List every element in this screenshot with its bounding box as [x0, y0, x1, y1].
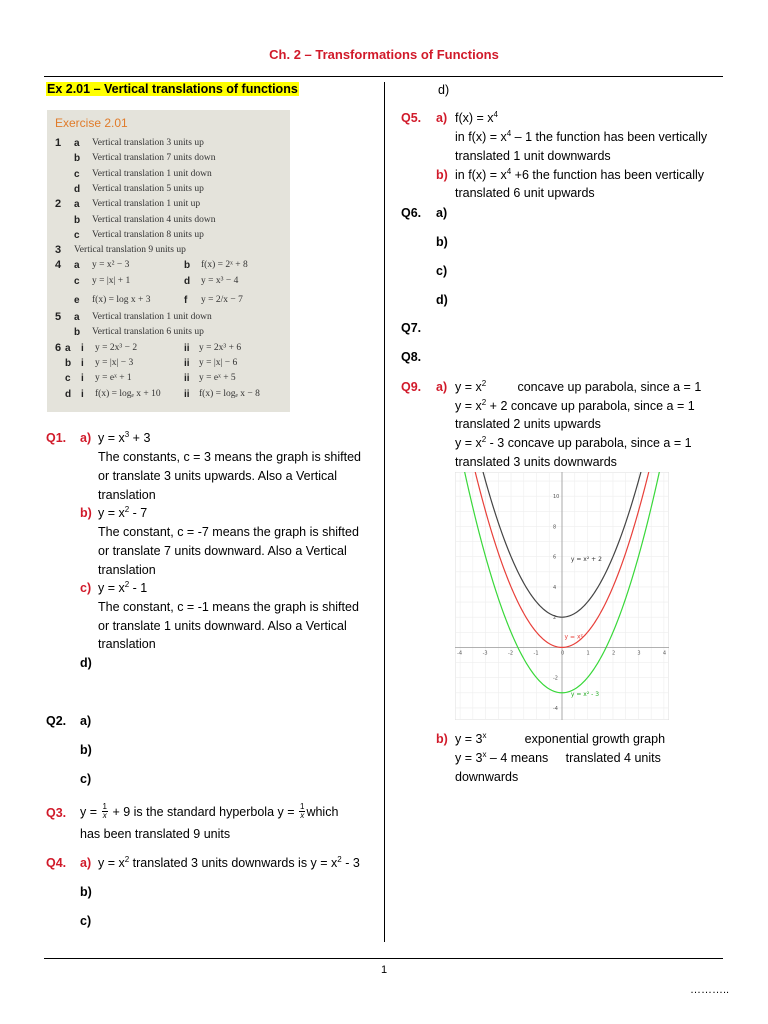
exercise-letter: i: [81, 342, 84, 354]
exercise-letter: d: [74, 183, 81, 195]
q5a-line2: in $f(x) = x^4 - 1$ the function has been vertically: [455, 128, 708, 144]
exercise-letter: e: [74, 294, 80, 306]
exercise-line: y = x² − 3: [92, 260, 130, 271]
page-number: 1: [380, 964, 388, 976]
exercise-line: Vertical translation 7 units down: [92, 153, 216, 164]
q1c-line2: or translate 1 units downward. Also a Vertical: [98, 619, 347, 633]
exercise-letter: a: [65, 342, 71, 354]
q6b-label: b): [436, 235, 448, 249]
x-tick-label: -3: [482, 650, 488, 657]
exercise-letter: c: [74, 275, 80, 287]
exercise-line: y = 2/x − 7: [201, 294, 243, 305]
q4c-label: c): [80, 914, 92, 928]
exercise-num: 3: [55, 244, 62, 257]
q1c-equation: $y = x^2 - 1$: [98, 579, 148, 595]
q1b-line2: or translate 7 units downward. Also a Vertical: [98, 544, 347, 558]
label-black-curve: y = x² + 2: [570, 556, 602, 564]
q1-label: Q1.: [46, 431, 67, 445]
exercise-line: Vertical translation 9 units up: [74, 245, 186, 256]
exercise-letter: a: [74, 199, 80, 211]
label-green-curve: y = x² - 3: [570, 690, 600, 698]
exercise-line: f(x) = logₑ x − 8: [199, 388, 260, 399]
exercise-line: y = 2x³ − 2: [95, 342, 138, 353]
exercise-letter: d: [65, 388, 72, 400]
q5a-label: a): [436, 111, 448, 125]
top-d-label: d): [438, 83, 450, 97]
y-tick-label: 6: [553, 554, 557, 561]
exercise-letter: ii: [184, 357, 190, 369]
q5b-line1: in $f(x) = x^4 +6$ the function has been vertically: [455, 166, 705, 182]
exercise-letter: a: [74, 312, 80, 323]
x-tick-label: 0: [561, 650, 565, 657]
q1a-equation: $y = x^3 + 3$: [98, 429, 151, 445]
exercise-line: Vertical translation 5 units up: [92, 183, 204, 194]
header-rule: [44, 76, 723, 77]
q1d-label: d): [80, 656, 92, 670]
x-tick-label: 2: [611, 650, 616, 657]
parabola-graph: [455, 472, 669, 720]
q9b-line1: $y = 3^x$ exponential growth graph: [455, 730, 666, 746]
q2c-label: c): [80, 772, 92, 786]
section-title: Ex 2.01 – Vertical translations of functions: [47, 82, 298, 96]
exercise-letter: ii: [184, 373, 190, 385]
q4b-label: b): [80, 885, 92, 899]
exercise-line: f(x) = logₑ x + 10: [95, 388, 161, 399]
exercise-line: Vertical translation 1 unit up: [92, 199, 201, 210]
q5b-label: b): [436, 168, 448, 182]
exercise-image: [47, 110, 290, 412]
label-red-curve: y = x²: [564, 633, 583, 641]
exercise-num: 2: [55, 198, 62, 211]
exercise-letter: ii: [184, 342, 190, 354]
y-tick-label: 4: [553, 584, 557, 591]
x-tick-label: -4: [457, 650, 463, 657]
q5a-line3: translated 1 unit downwards: [455, 149, 611, 163]
exercise-line: y = |x| − 6: [199, 357, 238, 368]
exercise-heading: Exercise 2.01: [55, 116, 128, 130]
x-tick-label: -2: [508, 650, 514, 657]
q4a-text: $y = x^2$ translated 3 units downwards is $y = x^2 - 3$: [98, 854, 360, 870]
y-tick-label: -4: [553, 705, 558, 712]
x-tick-label: 1: [586, 650, 590, 657]
exercise-num: 4: [55, 259, 62, 272]
x-tick-label: 4: [662, 650, 667, 657]
q9a-line5: translated 3 units downwards: [455, 455, 617, 469]
exercise-line: y = |x| − 3: [95, 357, 134, 368]
q3-equation: y = $\frac{1}{x}$ + 9 is the standard hyperbola y = $\frac{1}{x}$ which: [80, 802, 339, 821]
exercise-letter: b: [74, 214, 81, 226]
q9b-line2: $y = 3^x - 4$ means translated 4 units: [455, 749, 661, 765]
x-tick-label: 3: [637, 650, 641, 657]
q9-label: Q9.: [401, 380, 422, 394]
exercise-letter: b: [74, 153, 81, 165]
exercise-line: y = |x| + 1: [92, 275, 131, 286]
q9a-line1: $y = x^2$ concave up parabola, since a = 1: [455, 378, 702, 394]
q9b-label: b): [436, 732, 448, 746]
exercise-letter: a: [74, 138, 80, 149]
q4a-label: a): [80, 856, 92, 870]
footer-rule: [44, 958, 723, 959]
exercise-letter: a: [74, 260, 80, 272]
q1a-line2: or translate 3 units upwards. Also a Vertical: [98, 469, 338, 483]
q6a-label: a): [436, 206, 448, 220]
exercise-line: Vertical translation 4 units down: [92, 214, 216, 225]
exercise-letter: c: [74, 229, 80, 241]
q1b-line1: The constant, c = -7 means the graph is shifted: [98, 525, 359, 539]
q6-label: Q6.: [401, 206, 422, 220]
exercise-line: y = eˣ + 1: [95, 373, 132, 384]
q6d-label: d): [436, 293, 448, 307]
q3-line2: has been translated 9 units: [80, 827, 231, 841]
exercise-line: f(x) = log x + 3: [92, 294, 151, 305]
exercise-num: 5: [55, 311, 62, 323]
y-tick-label: 10: [553, 494, 560, 501]
exercise-line: Vertical translation 1 unit down: [92, 168, 212, 179]
y-tick-label: -2: [553, 675, 558, 682]
q1c-label: c): [80, 581, 92, 595]
exercise-line: y = x³ − 4: [201, 275, 239, 286]
q9a-label: a): [436, 380, 448, 394]
exercise-letter: ii: [184, 388, 190, 400]
q1b-line3: translation: [98, 563, 156, 577]
q9a-line3: translated 2 units upwards: [455, 417, 601, 431]
exercise-num: 6: [55, 341, 62, 354]
exercise-line: y = 2x³ + 6: [199, 342, 242, 353]
q2b-label: b): [80, 743, 92, 757]
q1c-line1: The constant, c = -1 means the graph is shifted: [98, 600, 359, 614]
q9a-line4: $y = x^2 - 3$ concave up parabola, since a = 1: [455, 434, 692, 450]
y-tick-label: 8: [553, 524, 557, 531]
q5a-line1: $f(x) = x^4$: [455, 109, 498, 125]
exercise-num: 1: [55, 137, 62, 149]
exercise-letter: i: [81, 357, 84, 369]
q5-label: Q5.: [401, 111, 422, 125]
exercise-letter: c: [65, 373, 71, 385]
q4-label: Q4.: [46, 856, 67, 870]
column-divider: [384, 82, 385, 942]
exercise-letter: d: [184, 275, 191, 287]
q1a-label: a): [80, 431, 92, 445]
q1b-equation: $y = x^2 - 7$: [98, 504, 148, 520]
q3-label: Q3.: [46, 806, 67, 820]
exercise-line: Vertical translation 1 unit down: [92, 312, 212, 322]
q8-label: Q8.: [401, 350, 422, 364]
q9a-line2: $y = x^2 + 2$ concave up parabola, since a = 1: [455, 397, 695, 413]
q2a-label: a): [80, 714, 92, 728]
exercise-letter: f: [184, 294, 188, 306]
exercise-letter: i: [81, 388, 84, 400]
exercise-letter: b: [184, 260, 191, 272]
exercise-line: y = eˣ + 5: [199, 373, 236, 384]
exercise-letter: c: [74, 168, 80, 180]
exercise-line: f(x) = 2ˣ + 8: [201, 260, 248, 271]
exercise-line: Vertical translation 6 units up: [92, 327, 204, 338]
exercise-letter: b: [65, 357, 72, 369]
q6c-label: c): [436, 264, 448, 278]
exercise-line: Vertical translation 3 units up: [92, 138, 204, 148]
y-tick-label: 2: [553, 615, 557, 622]
q1b-label: b): [80, 506, 92, 520]
footer-dots: ………..: [690, 984, 730, 996]
exercise-line: Vertical translation 8 units up: [92, 229, 204, 240]
q5b-line2: translated 6 unit upwards: [455, 186, 595, 200]
q7-label: Q7.: [401, 321, 422, 335]
q1a-line1: The constants, c = 3 means the graph is shifted: [98, 450, 361, 464]
x-tick-label: -1: [533, 650, 539, 657]
q2-label: Q2.: [46, 714, 67, 728]
exercise-letter: b: [74, 327, 81, 339]
q1a-line3: translation: [98, 488, 156, 502]
q1c-line3: translation: [98, 637, 156, 651]
page-header-title: Ch. 2 – Transformations of Functions: [269, 47, 499, 62]
exercise-letter: i: [81, 373, 84, 385]
q9b-line3: downwards: [455, 770, 519, 784]
